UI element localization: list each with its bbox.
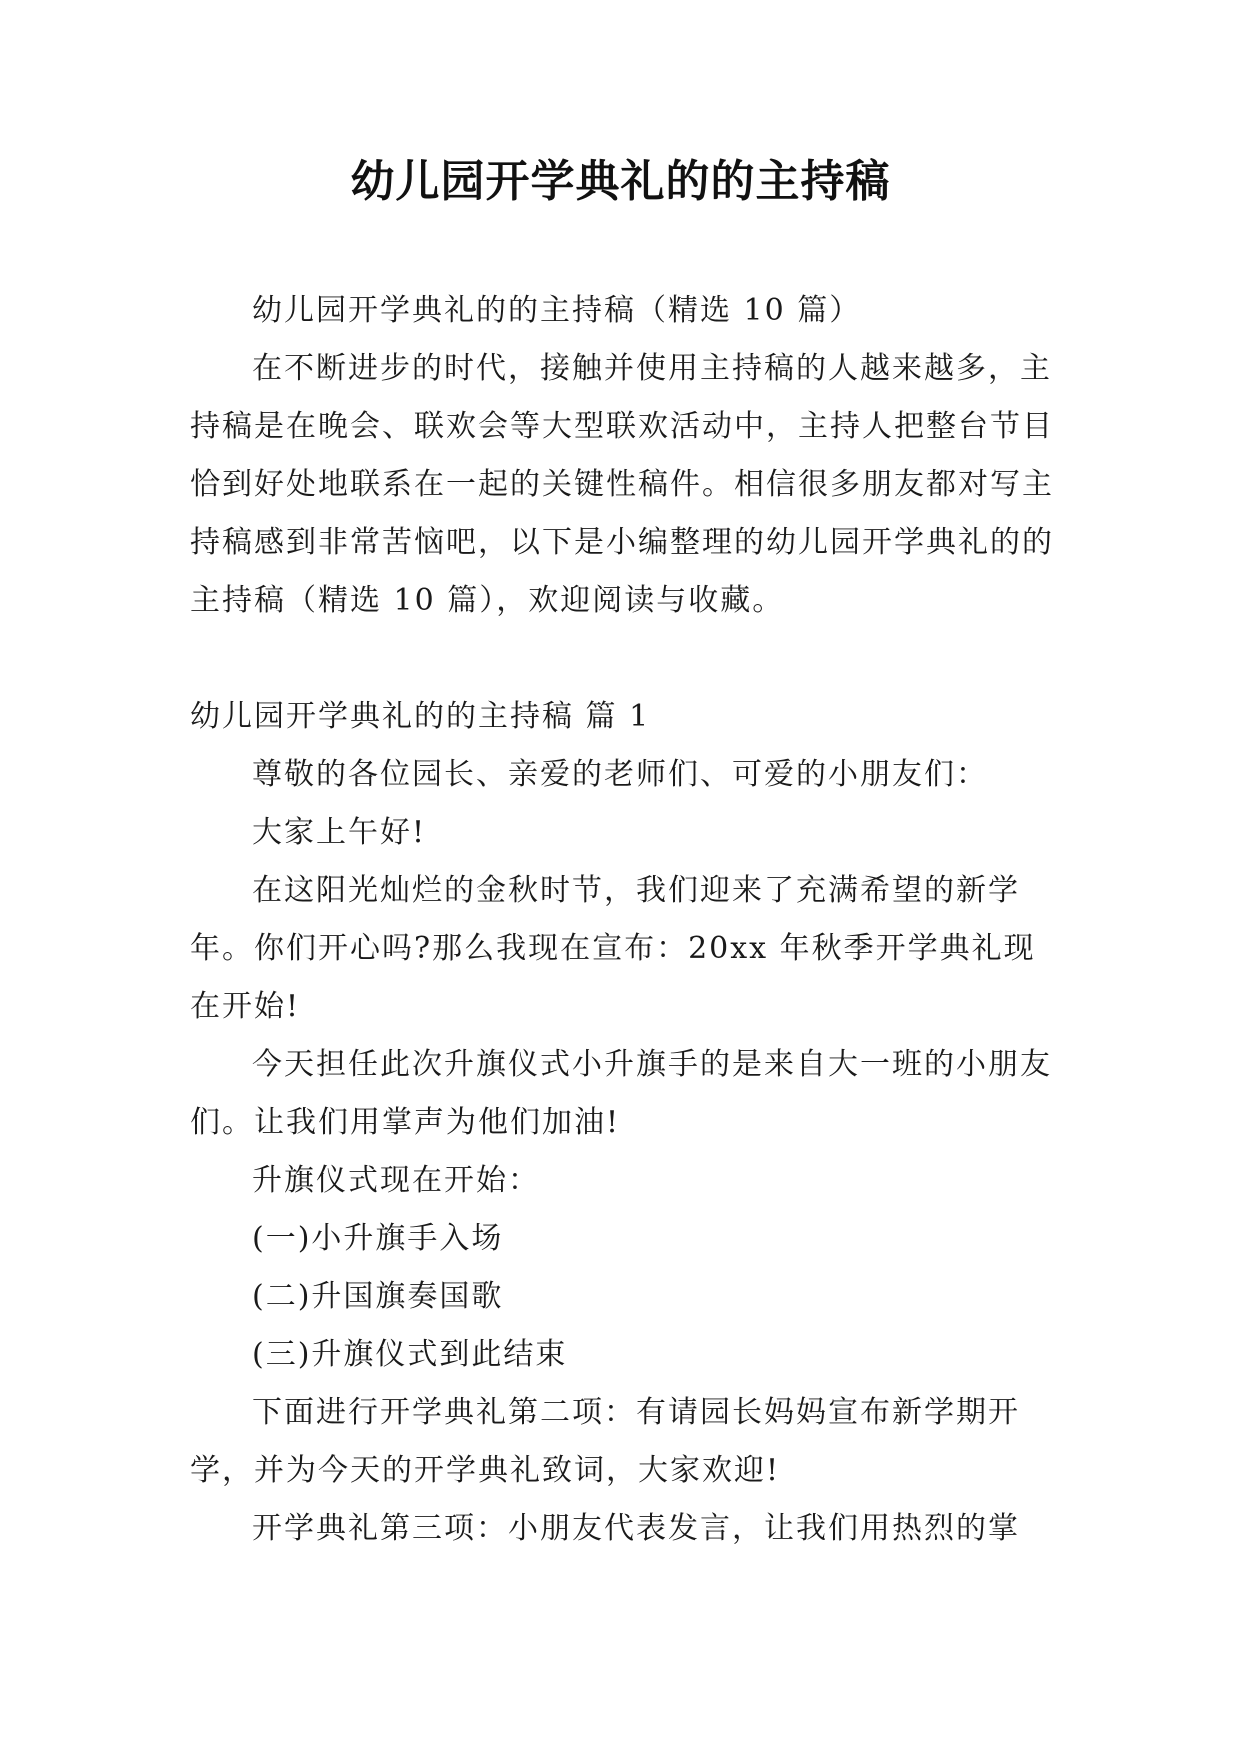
body-paragraph: (二)升国旗奏国歌 [252, 1279, 504, 1314]
document-body [190, 282, 1060, 1558]
body-paragraph: (三)升旗仪式到此结束 [252, 1337, 568, 1372]
body-paragraph: (一)小升旗手入场 [252, 1221, 504, 1256]
section-heading: 幼儿园开学典礼的的主持稿 篇 1 [190, 699, 651, 734]
body-paragraph: 开学典礼第三项：小朋友代表发言，让我们用热烈的掌 [252, 1511, 1020, 1546]
body-paragraph: 尊敬的各位园长、亲爱的老师们、可爱的小朋友们： [252, 757, 988, 792]
body-paragraph: 升旗仪式现在开始： [252, 1163, 540, 1198]
body-paragraph: 大家上午好! [252, 815, 427, 850]
body-paragraph: 在这阳光灿烂的金秋时节，我们迎来了充满希望的新学年。你们开心吗?那么我现在宣布：20xx 年秋季开学典礼现在开始! [190, 873, 1036, 1024]
body-paragraph: 今天担任此次升旗仪式小升旗手的是来自大一班的小朋友们。让我们用掌声为他们加油! [190, 1047, 1052, 1140]
intro-paragraph: 在不断进步的时代，接触并使用主持稿的人越来越多，主持稿是在晚会、联欢会等大型联欢活动中，主持人把整台节目恰到好处地联系在一起的关键性稿件。相信很多朋友都对写主持稿感到非常苦恼吧，以下是小编整理的幼儿园开学典礼的的主持稿（精选 10 篇），欢迎阅读与收藏。 [190, 351, 1054, 618]
document-title: 幼儿园开学典礼的的主持稿 [350, 156, 891, 207]
body-paragraph: 下面进行开学典礼第二项：有请园长妈妈宣布新学期开学，并为今天的开学典礼致词，大家欢迎! [190, 1395, 1020, 1488]
paragraph-spacer [190, 630, 1060, 688]
document-subtitle: 幼儿园开学典礼的的主持稿（精选 10 篇） [252, 293, 862, 328]
